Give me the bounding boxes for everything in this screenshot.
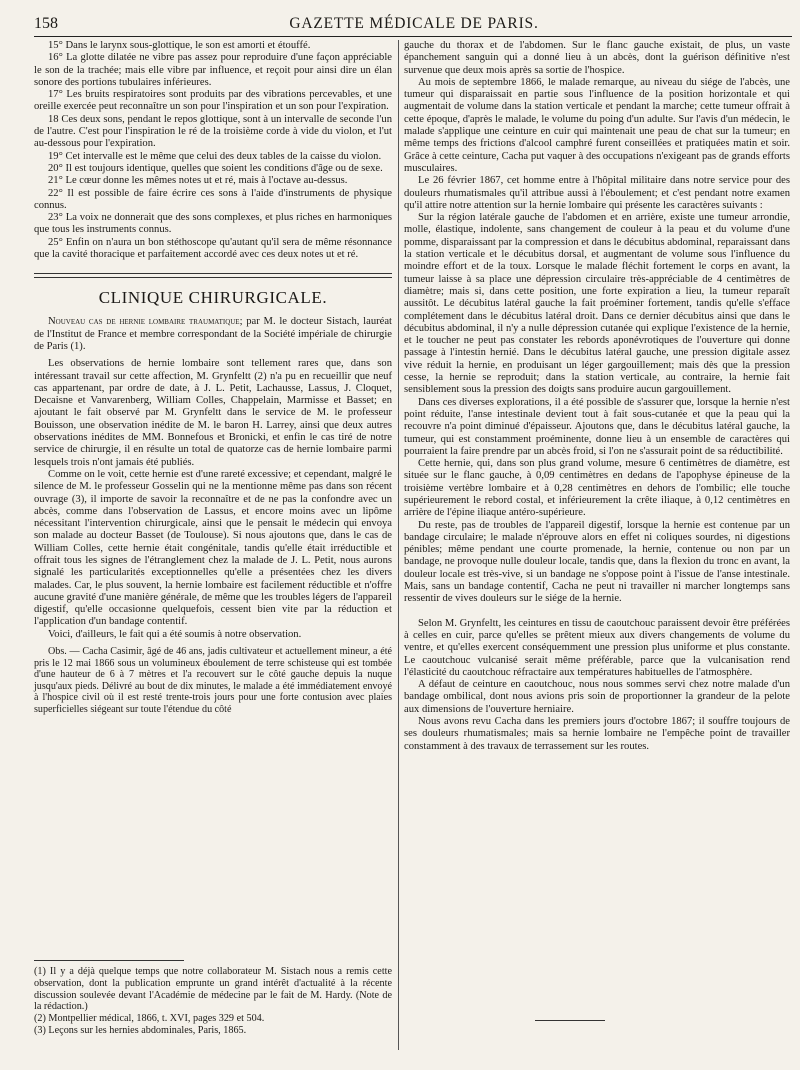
footnote: (2) Montpellier médical, 1866, t. XVI, pages 329 et 504. bbox=[34, 1013, 265, 1025]
article-paragraph: Dans ces diverses explorations, il a été possible de s'assurer que, lorsque la hernie n'est point réduite, l'anse intestinale devient tout à fait sous-cutanée et que la peau qui la recouvre n'a point diminué d'épaisseur. Ajoutons que, dans le décubitus latéral gauche, la tumeur, qui est constamment proéminente, donne lieu à un ensemble de caractères qui pourraient la faire prendre par un abcès froid, si l'on ne s'assurait point de sa réductibilité. bbox=[404, 396, 790, 457]
numbered-item: 22° Il est possible de faire écrire ces sons à l'aide d'instruments de physique connus. bbox=[34, 187, 392, 211]
numbered-item: 19° Cet intervalle est le même que celui des deux tables de la caisse du violon. bbox=[48, 150, 382, 162]
article-paragraph: Les observations de hernie lombaire sont tellement rares que, dans son intéressant travail sur cette affection, M. Grynfeltt (2) n'a pu en recueillir que neuf cas appartenant, par ordre de date, à J. L. Petit, Lachausse, Lassus, J. Cloquet, Decaisne et Vanvarenberg, William Colles, Chappelain, Marmisse et Basset; en ajoutant le fait observé par M. Grynfeltt dans le service de M. le professeur Bouisson, une observation inédite de M. le baron H. Larrey, ainsi que deux autres observations inédites de MM. Bonnefous et Bronicki, et enfin le cas tiré de notre service de chirurgie, il en résulte un total de quatorze cas de hernie lombaire parmi lesquels trois n'ont jamais été publiés. bbox=[34, 358, 392, 468]
observation-paragraph: Obs. — Cacha Casimir, âgé de 46 ans, jadis cultivateur et actuellement mineur, a été pris le 12 mai 1866 sous un volumineux éboulement de terre schisteuse qui est tombée d'une hauteur de 6 à 7 mètres et l'a recouvert sur le côté gauche depuis la nuque jusqu'aux pieds. Délivré au bout de dix minutes, le malade a été immédiatement envoyé à l'hospice civil où il est resté trente-trois jours pour une forte contusion avec plaies superficielles siégeant sur toute l'étendue du côté bbox=[34, 646, 392, 716]
article-title bbox=[34, 316, 392, 353]
footnote-rule bbox=[34, 960, 184, 961]
article-paragraph: Sur la région latérale gauche de l'abdomen et en arrière, existe une tumeur arrondie, molle, élastique, indolente, sans changement de couleur à la peau et du volume d'une pomme, disparaissant par la compression et dans le décubitus abdominal, reparaissant dans la station verticale et le décubitus dorsal, et augmentant de volume sous l'influence du moindre effort et de la toux. Lorsque le malade fléchit fortement le corps en avant, la tumeur laisse à sa place une dépression circulaire très-appréciable de 4 centimètres de diamètre; mais si, dans cette position, une forte expiration a lieu, la tumeur reparaît aussitôt. Le décubitus latéral gauche la fait proéminer fortement, tandis qu'elle s'efface complétement dans le décubitus latéral droit. Dans ce dernier décubitus ainsi que dans le décubitus abdominal, il n'y a nulle dépression cutanée qui explique l'existence de la hernie, et le toucher ne peut pas constater les rebords aponévrotiques de l'ouverture qui donne passage à l'intestin hernié. Dans le décubitus latéral gauche, une pression digitale assez vive réduit la hernie, en produisant un léger gargouillement; mais dès que la pression cesse, la hernie se reproduit; dans la station verticale, au contraire, la hernie fait sensiblement sous la pression des doigts sans produire aucun gargouillement. bbox=[404, 212, 790, 396]
footnotes bbox=[34, 966, 392, 1037]
article-paragraph: Comme on le voit, cette hernie est d'une rareté excessive; et cependant, malgré le silence de M. le professeur Gosselin qui ne la mentionne même pas dans son récent ouvrage (3), il importe de savoir la reconnaître et de ne pas la confondre avec un abcès, comme dans l'observation de Lassus, et encore moins avec un lipôme nécessitant l'intervention chirurgicale, ainsi que le pensait le médecin qui envoya son malade au docteur Basset (de Toulouse). Si nous ajoutons que, dans le cas de William Colles, cette hernie était congénitale, tandis qu'elle était irréductible et offrait tous les signes de l'étranglement chez la malade de J. L. Petit, nous aurons signalé les particularités exceptionnelles qu'elle a présentées chez les divers malades. Car, le plus souvent, la hernie lombaire est facilement réductible et n'offre aucune gravité d'une manière générale, de même que les troubles légers de l'appareil digestif, qu'elle occasionne quelquefois, cessent bien vite par la réduction et l'application d'un bandage contentif. bbox=[34, 468, 393, 628]
footnote: (3) Leçons sur les hernies abdominales, Paris, 1865. bbox=[34, 1024, 247, 1036]
numbered-item: 25° Enfin on n'aura un bon stéthoscope qu'autant qu'il sera de même résonnance que la cavité thoracique et parfaitement accordé avec ces deux notes ut et ré. bbox=[34, 236, 392, 261]
section-heading: CLINIQUE CHIRURGICALE. bbox=[98, 288, 328, 308]
section-rule-bottom bbox=[34, 277, 392, 278]
article-title-rest: par M. le docteur Sistach, lauréat de l'Institut de France et membre correspondant de la Société impériale de chirurgie de Paris (1). bbox=[34, 316, 392, 352]
article-paragraph: Cette hernie, qui, dans son plus grand volume, mesure 6 centimètres de diamètre, est située sur le flanc gauche, à 0,09 centimètres en dedans de l'apophyse épineuse de la troisième vertèbre lombaire et à 0,28 centimètres en dehors de l'ombilic; elle touche supérieurement le rebord costal, et inférieurement la crête iliaque, à 0,12 centimètres en arrière de l'épine iliaque antéro-supérieure. bbox=[404, 458, 790, 519]
journal-title: GAZETTE MÉDICALE DE PARIS. bbox=[289, 15, 539, 32]
numbered-item: 20° Il est toujours identique, quelles que soient les conditions d'âge ou de sexe. bbox=[48, 162, 383, 174]
numbered-item: 21° Le cœur donne les mêmes notes ut et ré, mais à l'octave au-dessus. bbox=[48, 175, 348, 187]
numbered-item: 16° La glotte dilatée ne vibre pas assez pour reproduire d'une façon appréciable le son de la trachée; mais elle vibre par influence, et reçoit pour ainsi dire un élan sonore des portions tubulaires inférieures. bbox=[34, 52, 392, 88]
page-header bbox=[34, 12, 794, 38]
article-paragraph: Le 26 février 1867, cet homme entre à l'hôpital militaire dans notre service pour des douleurs rhumatismales qu'il attribue aussi à l'éboulement; et c'est pendant notre examen qu'il attire notre attention sur la hernie lombaire qui présente les caractères suivants : bbox=[404, 175, 790, 211]
article-paragraph: Au mois de septembre 1866, le malade remarque, au niveau du siége de l'abcès, une tumeur qui disparaissait en partie sous l'influence de la position horizontale et qui augmentait de volume dans la station verticale et pendant la marche; cette tumeur offrait à cette époque, d'après le malade, le volume du poing d'un adulte. Sur l'avis d'un médecin, le malade s'applique une ceinture en cuir qui maintenait une peau de chat sur la tumeur; en même temps des frictions d'alcool camphré furent conseillées et pratiquées matin et soir. Grâce à cette ceinture, Cacha put vaquer à des occupations n'exigeant pas de grands efforts musculaires. bbox=[404, 76, 790, 174]
continued-paragraph: gauche du thorax et de l'abdomen. Sur le flanc gauche existait, de plus, un vaste épanchement sanguin qui a donné lieu à un abcès, dont la guérison définitive n'est survenue que deux mois après sa sortie de l'hospice. bbox=[404, 40, 790, 76]
numbered-item: 23° La voix ne donnerait que des sons complexes, et plus riches en harmoniques que tous les instruments connus. bbox=[34, 212, 392, 236]
header-rule bbox=[34, 36, 792, 37]
column-divider bbox=[398, 40, 399, 1050]
section-rule-top bbox=[34, 273, 392, 274]
article-title-lead: Nouveau cas de hernie lombaire traumatique; bbox=[48, 316, 243, 328]
numbered-item: 15° Dans le larynx sous-glottique, le son est amorti et étouffé. bbox=[48, 40, 311, 51]
page-number: 158 bbox=[34, 15, 58, 32]
article-paragraph: Selon M. Grynfeltt, les ceintures en tissu de caoutchouc paraissent devoir être préférées à celles en cuir, parce qu'elles se prêtent mieux aux divers changements de volume du ventre, et qu'elles exercent conséquemment une pression plus uniforme et plus constante. Le caoutchouc vulcanisé serait même préférable, parce que la vulcanisation rend l'élasticité du caoutchouc réfractaire aux températures habituelles de l'atmosphère. bbox=[404, 617, 790, 678]
numbered-item: 17° Les bruits respiratoires sont produits par des vibrations percevables, et une oreille exercée peut reconnaître un son pour l'inspiration et un son pour l'expiration. bbox=[34, 89, 392, 113]
end-of-article-rule bbox=[535, 1020, 605, 1021]
article-paragraph: Voici, d'ailleurs, le fait qui a été soumis à notre observation. bbox=[48, 628, 302, 640]
left-column bbox=[34, 40, 392, 716]
right-column bbox=[404, 40, 790, 753]
article-paragraph: A défaut de ceinture en caoutchouc, nous nous sommes servi chez notre malade d'un bandage ombilical, dont nous avions pris soin de proportionner la grandeur de la pelote aux dimensions de l'ouverture herniaire. bbox=[404, 679, 790, 715]
numbered-item: 18 Ces deux sons, pendant le repos glottique, sont à un intervalle de seconde l'un de l'autre. C'est pour l'inspiration le ré de la troisième corde à vide du violon, et l'ut au-dessous pour l'expiration. bbox=[34, 113, 392, 150]
article-paragraph: Nous avons revu Cacha dans les premiers jours d'octobre 1867; il souffre toujours de ses douleurs rhumatismales; mais sa hernie lombaire ne l'empêche point de travailler constamment à des travaux de terrassement sur les routes. bbox=[404, 716, 790, 752]
article-paragraph: Du reste, pas de troubles de l'appareil digestif, lorsque la hernie est contenue par un bandage circulaire; le malade n'éprouve alors en effet ni coliques sourdes, ni digestions pénibles; même pendant une courte promenade, la hernie, contenue ou non par un bandage, ne provoque nulle douleur locale, tandis que, dans la flexion du tronc en avant, la douleur locale est très-vive, si un bandage ne s'oppose point à l'issue de l'anse intestinale. Mais, sans un bandage contentif, Cacha ne peut ni travailler ni marcher longtemps sans ressentir de vives douleurs sur le siége de la hernie. bbox=[404, 519, 790, 605]
footnote: (1) Il y a déjà quelque temps que notre collaborateur M. Sistach nous a remis cette observation, dont la publication emprunte un grand intérêt d'actualité à la récente discussion soulevée devant l'Académie de médecine par le fait de M. Hardy. (Note de la rédaction.) bbox=[34, 966, 392, 1013]
